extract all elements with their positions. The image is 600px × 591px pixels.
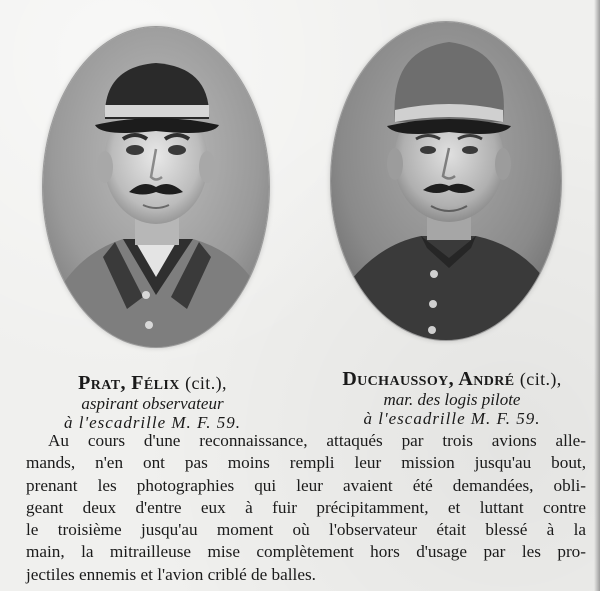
portrait-prat — [43, 27, 269, 347]
name-line-prat: Prat, Félix (cit.), — [78, 372, 227, 394]
unit-duchaussoy: à l'escadrille M. F. 59. — [363, 408, 541, 428]
name-line-duchaussoy: Duchaussoy, André (cit.), — [342, 368, 562, 390]
body-line: mands, n'en ont pas moins rempli leur mission jusqu'au bout, — [26, 453, 586, 473]
firstname-prat: Félix — [131, 372, 180, 394]
body-line: prenant les photographies qui leur avaient été demandées, obli- — [26, 475, 586, 495]
caption-duchaussoy — [304, 368, 600, 428]
body-line: main, la mitrailleuse mise complètement hors d'usage par les pro- — [26, 542, 586, 562]
body-line: jectiles ennemis et l'avion criblé de balles. — [26, 564, 316, 584]
surname-duchaussoy: Duchaussoy — [342, 368, 449, 390]
role-duchaussoy: mar. des logis pilote — [383, 390, 521, 409]
unit-prat: à l'escadrille M. F. 59. — [64, 412, 241, 432]
role-prat: aspirant observateur — [81, 394, 224, 413]
citation-duchaussoy: (cit.), — [519, 369, 562, 389]
firstname-duchaussoy: André — [458, 368, 515, 390]
citation-prat: (cit.), — [185, 373, 227, 393]
surname-prat: Prat — [78, 372, 121, 394]
body-line: geant deux d'entre eux à fuir précipitamment, et luttant contre — [26, 497, 586, 517]
body-line: le troisième jusqu'au moment où l'observateur était blessé à la — [26, 520, 586, 540]
citation-text — [26, 430, 586, 586]
portrait-duchaussoy — [331, 22, 561, 340]
caption-prat — [20, 372, 285, 432]
body-line: Au cours d'une reconnaissance, attaqués par trois avions alle- — [48, 431, 586, 450]
scan-edge — [594, 0, 600, 591]
